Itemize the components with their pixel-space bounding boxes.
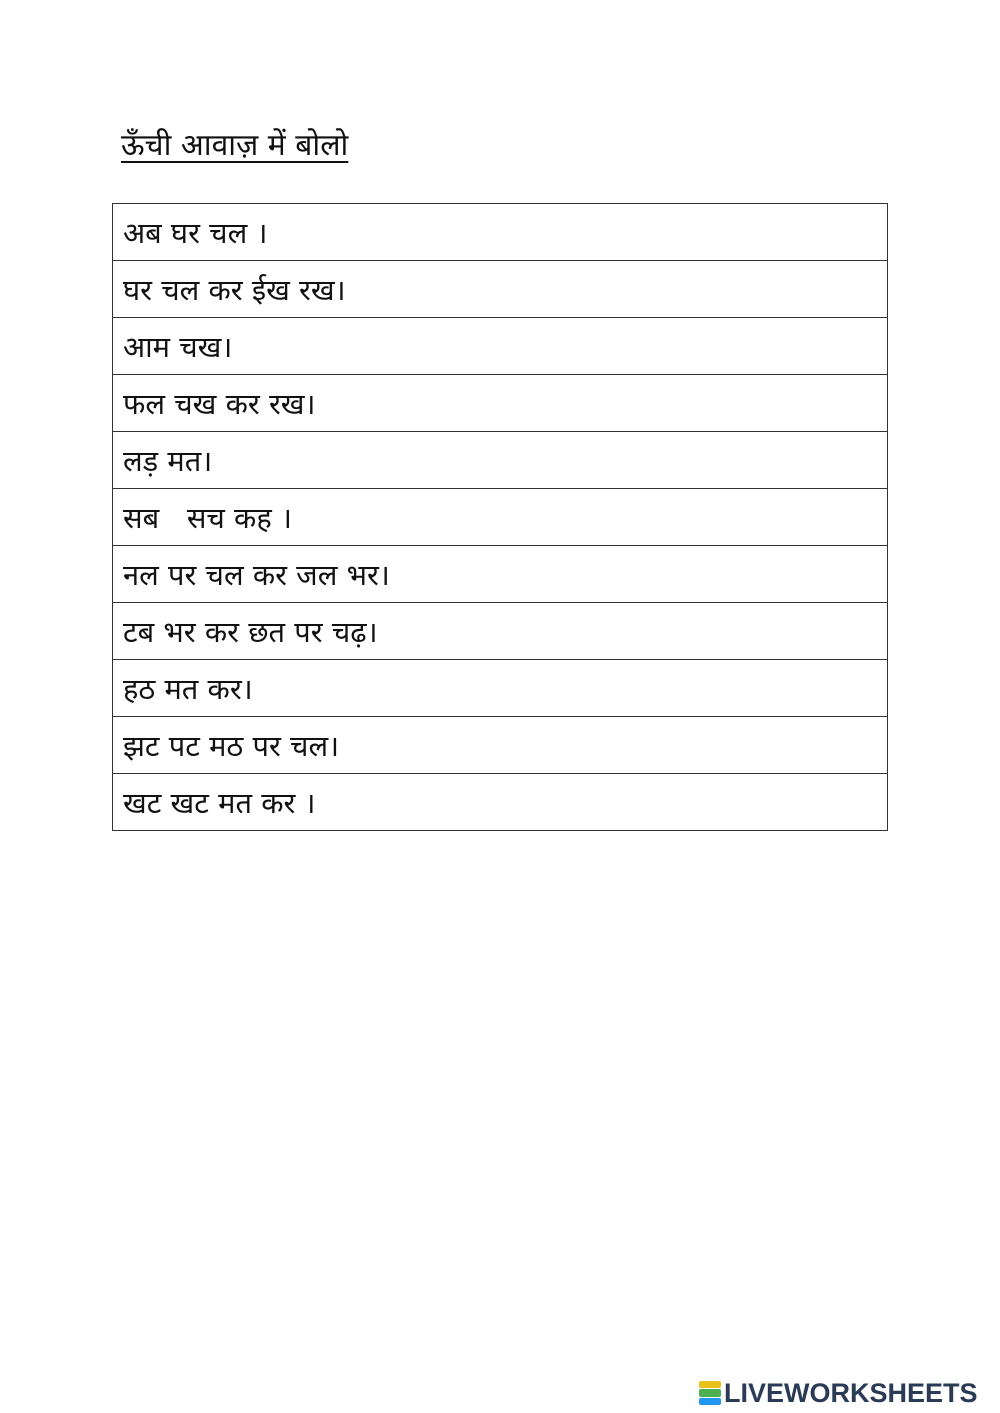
sentence-cell: खट खट मत कर । [113, 774, 888, 831]
table-row [113, 603, 888, 660]
table-row [113, 318, 888, 375]
sentence-cell: झट पट मठ पर चल। [113, 717, 888, 774]
liveworksheets-mark-icon [699, 1381, 721, 1405]
sentence-cell: घर चल कर ईख रख। [113, 261, 888, 318]
table-row [113, 204, 888, 261]
sentence-cell: नल पर चल कर जल भर। [113, 546, 888, 603]
table-row [113, 375, 888, 432]
sentence-cell: आम चख। [113, 318, 888, 375]
logo-bar-3 [699, 1398, 721, 1405]
liveworksheets-logo[interactable] [699, 1376, 978, 1410]
table-row [113, 774, 888, 831]
sentence-cell: लड़ मत। [113, 432, 888, 489]
worksheet-title: ऊँची आवाज़ में बोलो [121, 128, 349, 163]
logo-bar-1 [699, 1381, 721, 1388]
sentence-cell: हठ मत कर। [113, 660, 888, 717]
table-row [113, 489, 888, 546]
table-row [113, 717, 888, 774]
brand-name: LIVEWORKSHEETS [724, 1377, 978, 1408]
table-row [113, 660, 888, 717]
table-row [113, 546, 888, 603]
table-row [113, 261, 888, 318]
sentence-cell: सब सच कह । [113, 489, 888, 546]
sentence-cell: फल चख कर रख। [113, 375, 888, 432]
sentence-table [112, 203, 888, 831]
sentence-cell: अब घर चल । [113, 204, 888, 261]
sentence-cell: टब भर कर छत पर चढ़। [113, 603, 888, 660]
logo-bar-2 [699, 1389, 721, 1396]
table-row [113, 432, 888, 489]
